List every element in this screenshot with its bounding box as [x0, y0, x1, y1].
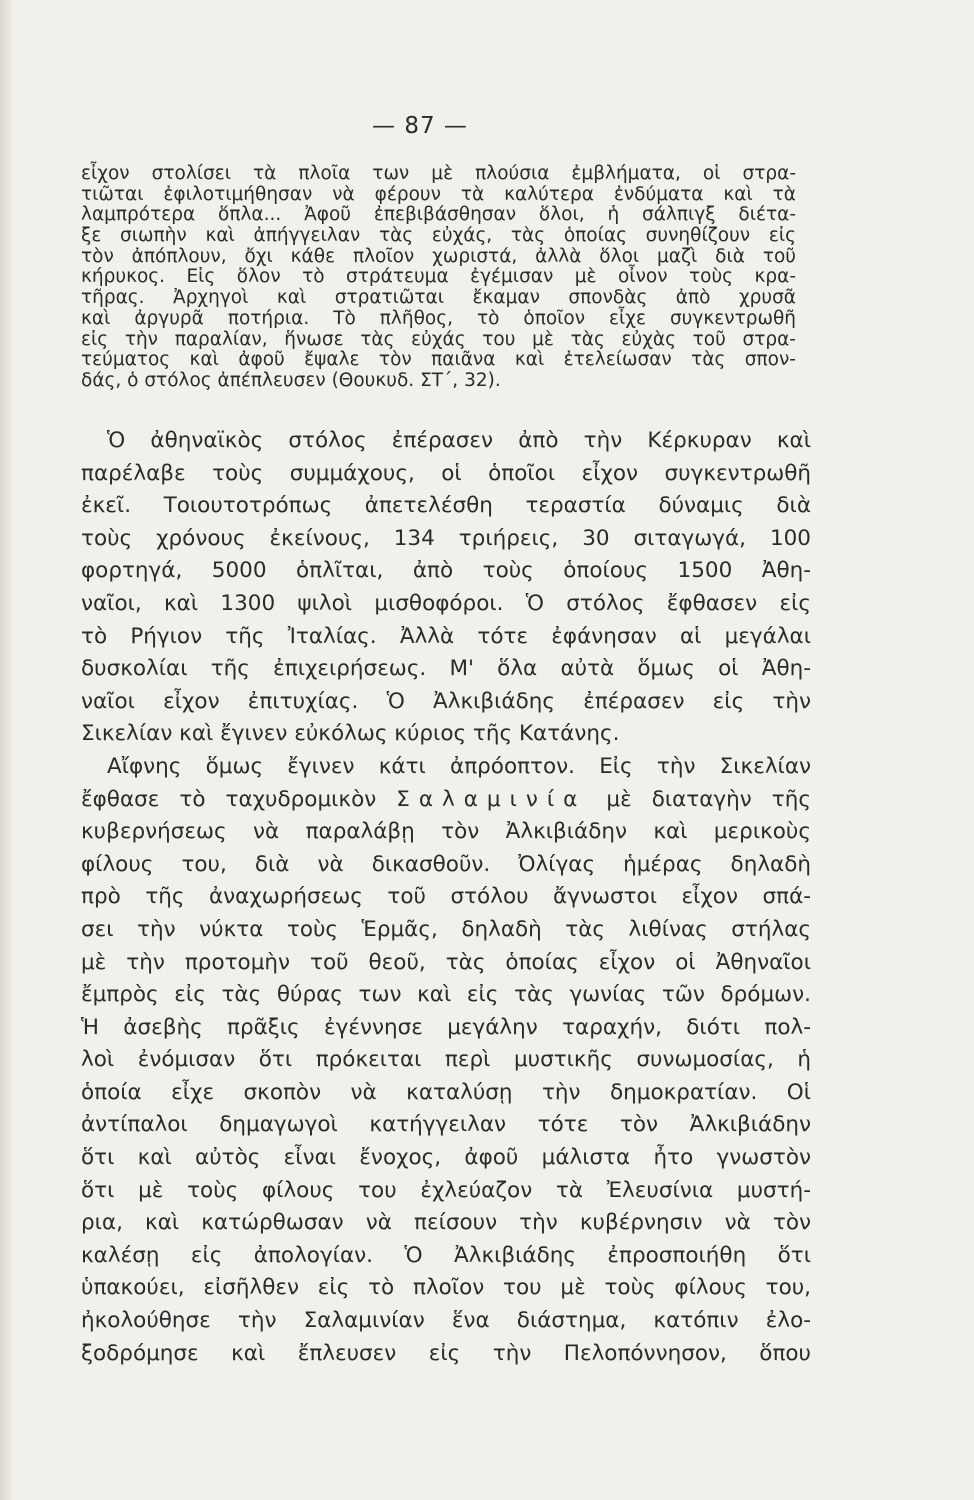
paragraph-line: ἔμπρὸς εἰς τὰς θύρας των καὶ εἰς τὰς γωνίας τῶν δρόμων.	[81, 982, 811, 1008]
page-edge	[0, 0, 14, 1500]
quote-line: δάς, ὁ στόλος ἀπέπλευσεν (Θουκυδ. ΣΤ΄, 32).	[81, 369, 501, 391]
paragraph-line: Ἡ ἀσεβὴς πρᾶξις ἐγέννησε μεγάλην ταραχήν, διότι πολ-	[81, 1014, 811, 1040]
quote-line: ξε σιωπὴν καὶ ἀπήγγειλαν τὰς εὐχάς, τὰς ὁποίας συνηθίζουν εἰς	[81, 225, 796, 247]
paragraph-line: λοὶ ἐνόμισαν ὅτι πρόκειται περὶ μυστικῆς συνωμοσίας, ἡ	[81, 1047, 811, 1073]
page-number: — 87 —	[372, 113, 468, 139]
quote-line: καὶ ἀργυρᾶ ποτήρια. Τὸ πλῆθος, τὸ ὁποῖον εἶχε συγκεντρωθῆ	[81, 307, 796, 329]
paragraph-line: Σικελίαν καὶ ἔγινεν εὐκόλως κύριος τῆς Κατάνης.	[81, 721, 620, 747]
quote-line: κήρυκος. Εἰς ὅλον τὸ στράτευμα ἐγέμισαν μὲ οἶνον τοὺς κρα-	[81, 266, 796, 288]
paragraph-line: ἠκολούθησε τὴν Σαλαμινίαν ἕνα διάστημα, κατόπιν ἐλο-	[81, 1308, 811, 1334]
paragraph-line: Ὁ ἀθηναϊκὸς στόλος ἐπέρασεν ἀπὸ τὴν Κέρκυραν καὶ	[107, 428, 811, 453]
quotation-block	[81, 164, 796, 392]
paragraph-line: ξοδρόμησε καὶ ἔπλευσεν εἰς τὴν Πελοπόννησον, ὅπου	[81, 1340, 811, 1366]
quote-line: τεύματος καὶ ἀφοῦ ἔψαλε τὸν παιᾶνα καὶ ἐτελείωσαν τὰς σπον-	[81, 349, 796, 371]
paragraph-line: ὑπακούει, εἰσῆλθεν εἰς τὸ πλοῖον του μὲ τοὺς φίλους του,	[81, 1275, 811, 1301]
paragraph-line: σει τὴν νύκτα τοὺς Ἑρμᾶς, δηλαδὴ τὰς λιθίνας στήλας	[81, 916, 811, 942]
paragraph-line: πρὸ τῆς ἀναχωρήσεως τοῦ στόλου ἄγνωστοι εἶχον σπά-	[81, 884, 811, 910]
paragraph-line: φίλους του, διὰ νὰ δικασθοῦν. Ὀλίγας ἡμέρας δηλαδὴ	[81, 851, 811, 877]
quote-line: τῆρας. Ἀρχηγοὶ καὶ στρατιῶται ἔκαμαν σπονδὰς ἀπὸ χρυσᾶ	[81, 287, 796, 309]
paragraph-line: ναῖοι εἶχον ἐπιτυχίας. Ὁ Ἀλκιβιάδης ἐπέρασεν εἰς τὴν	[81, 688, 811, 714]
paragraph-line: τοὺς χρόνους ἐκείνους, 134 τριήρεις, 30 σιταγωγά, 100	[81, 525, 811, 551]
quote-line: εἶχον στολίσει τὰ πλοῖα των μὲ πλούσια ἐμβλήματα, οἱ στρα-	[81, 163, 796, 184]
paragraph-line: ὅτι μὲ τοὺς φίλους του ἐχλεύαζον τὰ Ἐλευσίνια μυστή-	[81, 1177, 811, 1203]
ship-name: Σαλαμινία	[396, 786, 587, 812]
paragraph-line: ναῖοι, καὶ 1300 ψιλοὶ μισθοφόροι. Ὁ στόλος ἔφθασεν εἰς	[81, 590, 811, 616]
paragraph-line: τὸ Ρήγιον τῆς Ἰταλίας. Ἀλλὰ τότε ἐφάνησαν αἱ μεγάλαι	[81, 623, 811, 649]
paragraph-line: παρέλαβε τοὺς συμμάχους, οἱ ὁποῖοι εἶχον συγκεντρωθῆ	[81, 460, 811, 486]
paragraph-line	[81, 784, 811, 817]
paragraph-line: ρια, καὶ κατώρθωσαν νὰ πείσουν τὴν κυβέρνησιν νὰ τὸν	[81, 1210, 811, 1236]
paragraph-line: ἀντίπαλοι δημαγωγοὶ κατήγγειλαν τότε τὸν Ἀλκιβιάδην	[81, 1112, 811, 1138]
quote-line: τὸν ἀπόπλουν, ὄχι κάθε πλοῖον χωριστά, ἀλλὰ ὅλοι μαζὶ διὰ τοῦ	[81, 245, 796, 267]
quote-line: εἰς τὴν παραλίαν, ἥνωσε τὰς εὐχάς του μὲ τὰς εὐχὰς τοῦ στρα-	[81, 328, 796, 350]
quote-line: λαμπρότερα ὅπλα... Ἀφοῦ ἐπεβιβάσθησαν ὅλοι, ἡ σάλπιγξ διέτα-	[81, 204, 796, 226]
paragraph-line: ὁποία εἶχε σκοπὸν νὰ καταλύσῃ τὴν δημοκρατίαν. Οἱ	[81, 1079, 811, 1105]
paragraph-line: μὲ τὴν προτομὴν τοῦ θεοῦ, τὰς ὁποίας εἶχον οἱ Ἀθηναῖοι	[81, 949, 811, 975]
paragraph-line: ἐκεῖ. Τοιουτοτρόπως ἀπετελέσθη τεραστία δύναμις διὰ	[81, 493, 811, 519]
paragraph-line: Αἴφνης ὅμως ἔγινεν κάτι ἀπρόοπτον. Εἰς τὴν Σικελίαν	[107, 753, 811, 779]
line-segment: μὲ διαταγὴν τῆς	[586, 786, 811, 812]
paragraph-line: καλέσῃ εἰς ἀπολογίαν. Ὁ Ἀλκιβιάδης ἐπροσποιήθη ὅτι	[81, 1242, 811, 1268]
paragraph-line: φορτηγά, 5000 ὁπλῖται, ἀπὸ τοὺς ὁποίους 1500 Ἀθη-	[81, 558, 811, 584]
body-text	[81, 425, 811, 1370]
paragraph-line: δυσκολίαι τῆς ἐπιχειρήσεως. Μ' ὅλα αὐτὰ ὅμως οἱ Ἀθη-	[81, 656, 811, 682]
paragraph-line: κυβερνήσεως νὰ παραλάβῃ τὸν Ἀλκιβιάδην καὶ μερικοὺς	[81, 819, 811, 845]
line-segment: ἔφθασε τὸ ταχυδρομικὸν	[81, 786, 397, 812]
quote-line: τιῶται ἐφιλοτιμήθησαν νὰ φέρουν τὰ καλύτερα ἐνδύματα καὶ τὰ	[81, 183, 796, 205]
paragraph-line: ὅτι καὶ αὐτὸς εἶναι ἔνοχος, ἀφοῦ μάλιστα ἦτο γνωστὸν	[81, 1145, 811, 1171]
